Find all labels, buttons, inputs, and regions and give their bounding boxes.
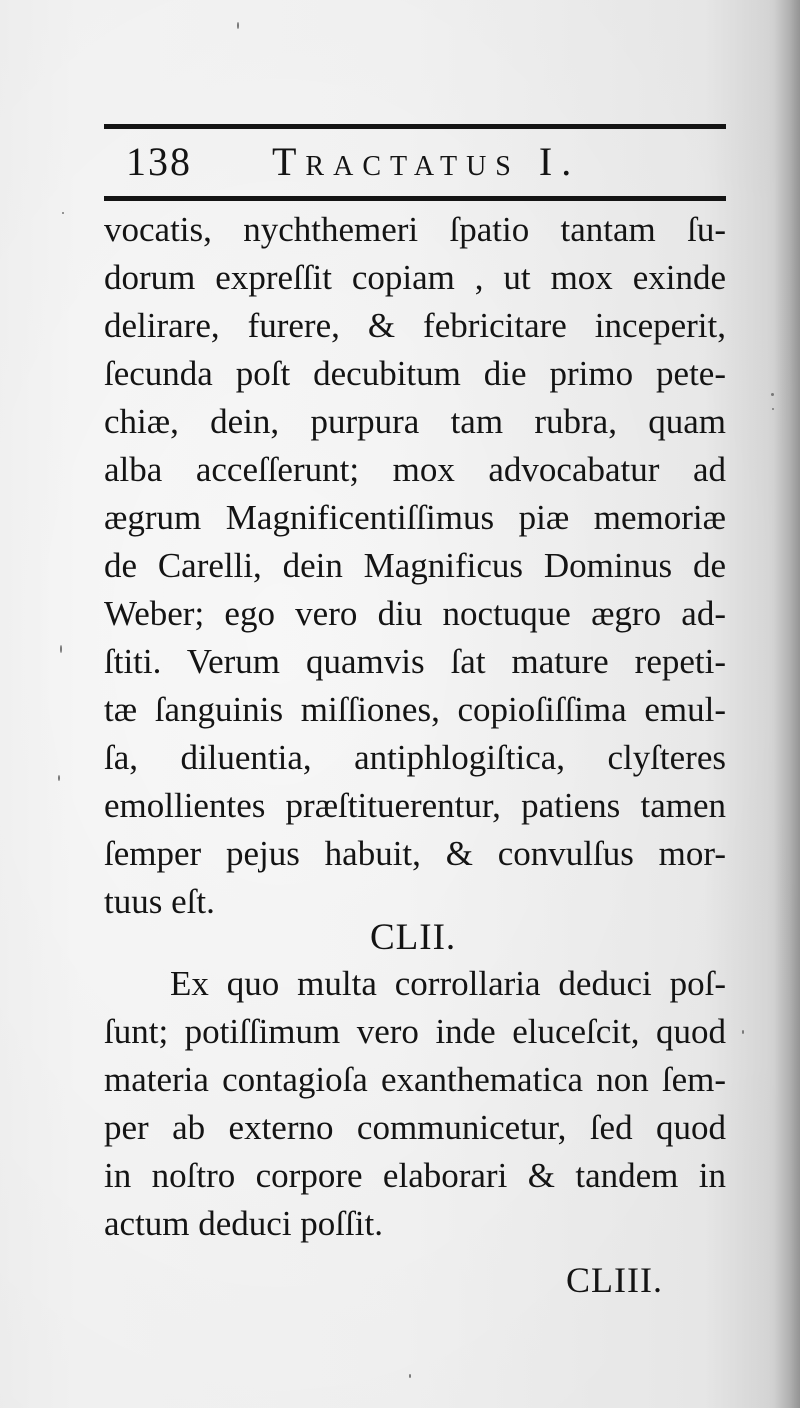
text-line: de Carelli, dein Magnificus Dominus de xyxy=(104,546,726,585)
header-rule-bottom xyxy=(104,196,726,201)
text-line: ſtiti. Verum quamvis ſat mature repeti- xyxy=(104,642,726,681)
header-rule-top xyxy=(104,124,726,129)
text-line: ſecunda poſt decubitum die primo pete- xyxy=(104,354,726,393)
text-line: ſunt; potiſſimum vero inde eluceſcit, quod xyxy=(104,1012,726,1051)
text-line: delirare, furere, & febricitare inceperit, xyxy=(104,306,726,345)
text-line: actum deduci poſſit. xyxy=(104,1204,383,1243)
text-line: alba acceſſerunt; mox advocabatur ad xyxy=(104,450,726,489)
text-line: in noſtro corpore elaborari & tandem in xyxy=(104,1156,726,1195)
text-line: Weber; ego vero diu noctuque ægro ad- xyxy=(104,594,726,633)
text-line: per ab externo communicetur, ſed quod xyxy=(104,1108,726,1147)
text-line: ægrum Magnificentiſſimus piæ memoriæ xyxy=(104,498,726,537)
text-line: ſa, diluentia, antiphlogiſtica, clyſteres xyxy=(104,738,726,777)
text-line: Ex quo multa corrollaria deduci poſ- xyxy=(170,964,726,1003)
text-line: dorum expreſſit copiam , ut mox exinde xyxy=(104,258,726,297)
text-line: vocatis, nychthemeri ſpatio tantam ſu- xyxy=(104,210,726,249)
text-line: tuus eſt. xyxy=(104,882,215,921)
page-header xyxy=(104,136,726,192)
text-line: tæ ſanguinis miſſiones, copioſiſſima emul- xyxy=(104,690,726,729)
text-line: emollientes præſtituerentur, patiens tamen xyxy=(104,786,726,825)
section-heading: CLII. xyxy=(370,917,457,958)
page-edge-shadow xyxy=(774,0,800,1408)
text-line: chiæ, dein, purpura tam rubra, quam xyxy=(104,402,726,441)
running-head: Tractatus I. xyxy=(272,139,581,184)
text-line: ſemper pejus habuit, & convulſus mor- xyxy=(104,834,726,873)
catchword: CLIII. xyxy=(566,1260,663,1300)
page-number: 138 xyxy=(126,139,192,184)
text-line: materia contagioſa exanthematica non ſem- xyxy=(104,1060,726,1099)
